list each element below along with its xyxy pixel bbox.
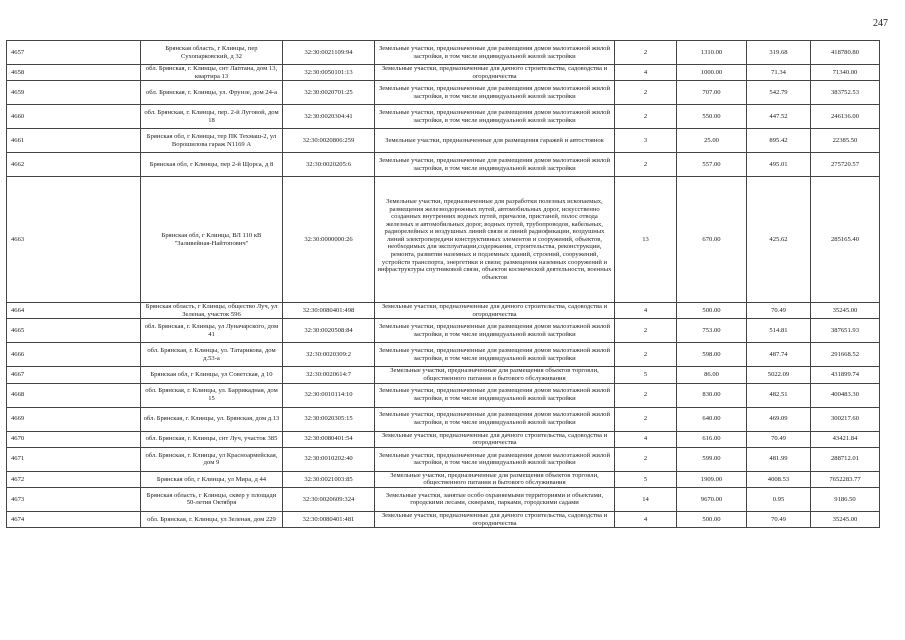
specific-value-cell: 70.49 (747, 511, 811, 527)
specific-value-cell: 482.51 (747, 383, 811, 407)
area-cell: 557.00 (677, 153, 747, 177)
cadastral-number-cell: 32:30:0010114:10 (283, 383, 375, 407)
cadastral-number-cell: 32:30:0020614:7 (283, 367, 375, 383)
land-use-cell: Земельные участки, предназначенные для размещения гаражей и автостоянок (375, 129, 615, 153)
cadastral-value-cell: 35245.00 (811, 303, 880, 319)
row-number: 4665 (7, 319, 141, 343)
area-cell: 707.00 (677, 81, 747, 105)
specific-value-cell: 895.42 (747, 129, 811, 153)
specific-value-cell: 71.34 (747, 65, 811, 81)
group-number-cell: 2 (615, 153, 677, 177)
address-cell: обл. Брянская, г. Клинцы, ул. Татарикова, дом д.53-а (141, 343, 283, 367)
table-row (7, 129, 880, 153)
cadastral-value-cell: 71340.00 (811, 65, 880, 81)
address-cell: обл. Брянская, г. Клинцы, ул. Фрунзе, дом 24-а (141, 81, 283, 105)
cadastral-number-cell: 32:30:0021003:85 (283, 471, 375, 487)
group-number-cell: 2 (615, 447, 677, 471)
cadastral-value-cell: 288712.01 (811, 447, 880, 471)
cadastral-value-cell: 275720.57 (811, 153, 880, 177)
land-use-cell: Земельные участки, предназначенные для размещения объектов торговли, общественного питания и бытового обслуживания (375, 471, 615, 487)
land-use-cell: Земельные участки, занятые особо охраняемыми территориями и объектами, городскими лесами, скверами, парками, городскими садами (375, 487, 615, 511)
group-number-cell: 14 (615, 487, 677, 511)
land-use-cell: Земельные участки, предназначенные для дачного строительства, садоводства и огородничества (375, 511, 615, 527)
cadastral-value-cell: 387651.93 (811, 319, 880, 343)
area-cell: 599.00 (677, 447, 747, 471)
specific-value-cell: 481.99 (747, 447, 811, 471)
table-row (7, 407, 880, 431)
cadastral-value-cell: 431899.74 (811, 367, 880, 383)
row-number: 4670 (7, 431, 141, 447)
land-use-cell: Земельные участки, предназначенные для размещения домов малоэтажной жилой застройки, в том числе индивидуальной жилой застройки (375, 343, 615, 367)
table-row (7, 431, 880, 447)
cadastral-number-cell: 32:30:0020701:25 (283, 81, 375, 105)
table-row (7, 447, 880, 471)
cadastral-value-cell: 7652283.77 (811, 471, 880, 487)
specific-value-cell: 425.62 (747, 177, 811, 303)
group-number-cell: 13 (615, 177, 677, 303)
table-row (7, 471, 880, 487)
land-use-cell: Земельные участки, предназначенные для дачного строительства, садоводства и огородничества (375, 303, 615, 319)
address-cell: обл. Брянская, г. Клинцы, снт Луч, участок 385 (141, 431, 283, 447)
address-cell: Брянская обл, г Клинцы, пер 2-й Щорса, д 8 (141, 153, 283, 177)
land-use-cell: Земельные участки, предназначенные для дачного строительства, садоводства и огородничества (375, 65, 615, 81)
land-use-cell: Земельные участки, предназначенные для размещения домов малоэтажной жилой застройки, в том числе индивидуальной жилой застройки (375, 41, 615, 65)
cadastral-number-cell: 32:30:0080401:498 (283, 303, 375, 319)
group-number-cell: 5 (615, 471, 677, 487)
address-cell: Брянская обл, г Клинцы, ул Мира, д 44 (141, 471, 283, 487)
cadastral-value-cell: 285165.40 (811, 177, 880, 303)
group-number-cell: 5 (615, 367, 677, 383)
cadastral-number-cell: 32:30:0020806:259 (283, 129, 375, 153)
specific-value-cell: 4008.53 (747, 471, 811, 487)
area-cell: 830.00 (677, 383, 747, 407)
page-number: 247 (873, 18, 888, 29)
cadastral-number-cell: 32:30:0020304:41 (283, 105, 375, 129)
cadastral-number-cell: 32:30:0020309:2 (283, 343, 375, 367)
area-cell: 550.00 (677, 105, 747, 129)
cadastral-value-cell: 418780.80 (811, 41, 880, 65)
cadastral-value-cell: 291668.52 (811, 343, 880, 367)
specific-value-cell: 542.79 (747, 81, 811, 105)
table-row (7, 41, 880, 65)
land-use-cell: Земельные участки, предназначенные для размещения домов малоэтажной жилой застройки, в том числе индивидуальной жилой застройки (375, 81, 615, 105)
table-row (7, 319, 880, 343)
specific-value-cell: 70.49 (747, 431, 811, 447)
area-cell: 86.00 (677, 367, 747, 383)
land-use-cell: Земельные участки, предназначенные для размещения домов малоэтажной жилой застройки, в том числе индивидуальной жилой застройки (375, 447, 615, 471)
table-row (7, 343, 880, 367)
row-number: 4658 (7, 65, 141, 81)
address-cell: обл. Брянская, г. Клинцы, ул. Баррикадная, дом 15 (141, 383, 283, 407)
cadastral-number-cell: 32:30:0000000:26 (283, 177, 375, 303)
area-cell: 25.00 (677, 129, 747, 153)
cadastral-number-cell: 32:30:0080401:481 (283, 511, 375, 527)
row-number: 4659 (7, 81, 141, 105)
land-use-cell: Земельные участки, предназначенные для размещения объектов торговли, общественного питания и бытового обслуживания (375, 367, 615, 383)
land-use-cell: Земельные участки, предназначенные для разработки полезных ископаемых, размещения железнодорожных путей, автомобильных дорог, искусственно созданных внутренних водных путей, причалов, пристаней, полос отвода железных и автомобильных дорог, водных путей, трубопроводов, кабельных, радиорелейных и воздушных линий связи и линий радиофикации, воздушных линий электропередачи конструктивных элементов и сооружений, объектов, необходимых для эксплуатации,содержания, строительства, реконструкции, ремонта, развития наземных и подземных зданий, строений, сооружений, устройств транспорта, энергетики и связи; размещения наземных сооружений и инфраструктуры спутниковой связи, объектов космической деятельности, военных объектов (375, 177, 615, 303)
area-cell: 500.00 (677, 303, 747, 319)
row-number: 4668 (7, 383, 141, 407)
row-number: 4657 (7, 41, 141, 65)
group-number-cell: 4 (615, 511, 677, 527)
group-number-cell: 2 (615, 407, 677, 431)
land-use-cell: Земельные участки, предназначенные для размещения домов малоэтажной жилой застройки, в том числе индивидуальной жилой застройки (375, 407, 615, 431)
specific-value-cell: 514.81 (747, 319, 811, 343)
group-number-cell: 2 (615, 383, 677, 407)
row-number: 4664 (7, 303, 141, 319)
area-cell: 670.00 (677, 177, 747, 303)
cadastral-value-table (6, 40, 880, 528)
specific-value-cell: 447.52 (747, 105, 811, 129)
cadastral-value-cell: 43421.84 (811, 431, 880, 447)
specific-value-cell: 0.95 (747, 487, 811, 511)
group-number-cell: 2 (615, 105, 677, 129)
specific-value-cell: 495.01 (747, 153, 811, 177)
address-cell: обл. Брянская, г. Клинцы, ул Зеленая, дом 229 (141, 511, 283, 527)
cadastral-number-cell: 32:30:0020508:84 (283, 319, 375, 343)
cadastral-value-cell: 22385.50 (811, 129, 880, 153)
land-use-cell: Земельные участки, предназначенные для размещения домов малоэтажной жилой застройки, в том числе индивидуальной жилой застройки (375, 383, 615, 407)
specific-value-cell: 319.68 (747, 41, 811, 65)
area-cell: 1909.00 (677, 471, 747, 487)
specific-value-cell: 70.49 (747, 303, 811, 319)
table-row (7, 303, 880, 319)
cadastral-number-cell: 32:30:0021109:94 (283, 41, 375, 65)
address-cell: обл. Брянская, г. Клинцы, пер. 2-й Луговой, дом 18 (141, 105, 283, 129)
table-row (7, 511, 880, 527)
group-number-cell: 2 (615, 41, 677, 65)
cadastral-number-cell: 32:30:0020205:6 (283, 153, 375, 177)
cadastral-number-cell: 32:30:0080401:54 (283, 431, 375, 447)
group-number-cell: 2 (615, 81, 677, 105)
address-cell: обл. Брянская, г. Клинцы, снт Лаптана, дом 13, квартира 13 (141, 65, 283, 81)
row-number: 4661 (7, 129, 141, 153)
cadastral-number-cell: 32:30:0010202:40 (283, 447, 375, 471)
area-cell: 753.00 (677, 319, 747, 343)
row-number: 4662 (7, 153, 141, 177)
address-cell: Брянская область, г Клинцы, пер Сухопарковский, д 32 (141, 41, 283, 65)
area-cell: 1310.00 (677, 41, 747, 65)
cadastral-value-cell: 9186.50 (811, 487, 880, 511)
group-number-cell: 2 (615, 319, 677, 343)
row-number: 4674 (7, 511, 141, 527)
table-row (7, 177, 880, 303)
row-number: 4669 (7, 407, 141, 431)
cadastral-value-cell: 400483.30 (811, 383, 880, 407)
row-number: 4666 (7, 343, 141, 367)
land-use-cell: Земельные участки, предназначенные для размещения домов малоэтажной жилой застройки, в том числе индивидуальной жилой застройки (375, 319, 615, 343)
cadastral-number-cell: 32:30:0050101:13 (283, 65, 375, 81)
specific-value-cell: 469.09 (747, 407, 811, 431)
table-row (7, 367, 880, 383)
group-number-cell: 4 (615, 303, 677, 319)
cadastral-value-cell: 300217.60 (811, 407, 880, 431)
cadastral-number-cell: 32:30:0020609:324 (283, 487, 375, 511)
cadastral-value-cell: 383752.53 (811, 81, 880, 105)
cadastral-value-cell: 246136.00 (811, 105, 880, 129)
table-row (7, 153, 880, 177)
address-cell: Брянская обл, г Клинцы, ул Советская, д 10 (141, 367, 283, 383)
address-cell: обл. Брянская, г. Клинцы, ул. Брянская, дом д.13 (141, 407, 283, 431)
group-number-cell: 4 (615, 65, 677, 81)
area-cell: 9670.00 (677, 487, 747, 511)
table-row (7, 81, 880, 105)
row-number: 4660 (7, 105, 141, 129)
address-cell: Брянская область, г Клинцы, общество Луч, ул Зеленая, участок 596 (141, 303, 283, 319)
cadastral-number-cell: 32:30:0020305:15 (283, 407, 375, 431)
cadastral-value-cell: 35245.00 (811, 511, 880, 527)
address-cell: обл. Брянская, г. Клинцы, ул Луначарского, дом 41 (141, 319, 283, 343)
table-row (7, 383, 880, 407)
group-number-cell: 4 (615, 431, 677, 447)
land-use-cell: Земельные участки, предназначенные для дачного строительства, садоводства и огородничества (375, 431, 615, 447)
address-cell: Брянская обл, г Клинцы, ВЛ 110 кВ "Заливейная-Найтопович" (141, 177, 283, 303)
land-use-cell: Земельные участки, предназначенные для размещения домов малоэтажной жилой застройки, в том числе индивидуальной жилой застройки (375, 105, 615, 129)
area-cell: 616.00 (677, 431, 747, 447)
group-number-cell: 2 (615, 343, 677, 367)
row-number: 4667 (7, 367, 141, 383)
area-cell: 500.00 (677, 511, 747, 527)
table-body (7, 41, 880, 528)
land-use-cell: Земельные участки, предназначенные для размещения домов малоэтажной жилой застройки, в том числе индивидуальной жилой застройки (375, 153, 615, 177)
row-number: 4673 (7, 487, 141, 511)
address-cell: обл. Брянская, г. Клинцы, ул Красноармейская, дом 9 (141, 447, 283, 471)
row-number: 4672 (7, 471, 141, 487)
specific-value-cell: 5022.09 (747, 367, 811, 383)
area-cell: 1000.00 (677, 65, 747, 81)
table-row (7, 487, 880, 511)
specific-value-cell: 487.74 (747, 343, 811, 367)
row-number: 4663 (7, 177, 141, 303)
area-cell: 640.00 (677, 407, 747, 431)
address-cell: Брянская обл, г Клинцы, тер ПК Техмаш-2, ул Ворошилова гараж N1169 А (141, 129, 283, 153)
address-cell: Брянская область, г Клинцы, сквер у площади 50-летия Октября (141, 487, 283, 511)
group-number-cell: 3 (615, 129, 677, 153)
table-row (7, 65, 880, 81)
table-row (7, 105, 880, 129)
row-number: 4671 (7, 447, 141, 471)
area-cell: 598.00 (677, 343, 747, 367)
